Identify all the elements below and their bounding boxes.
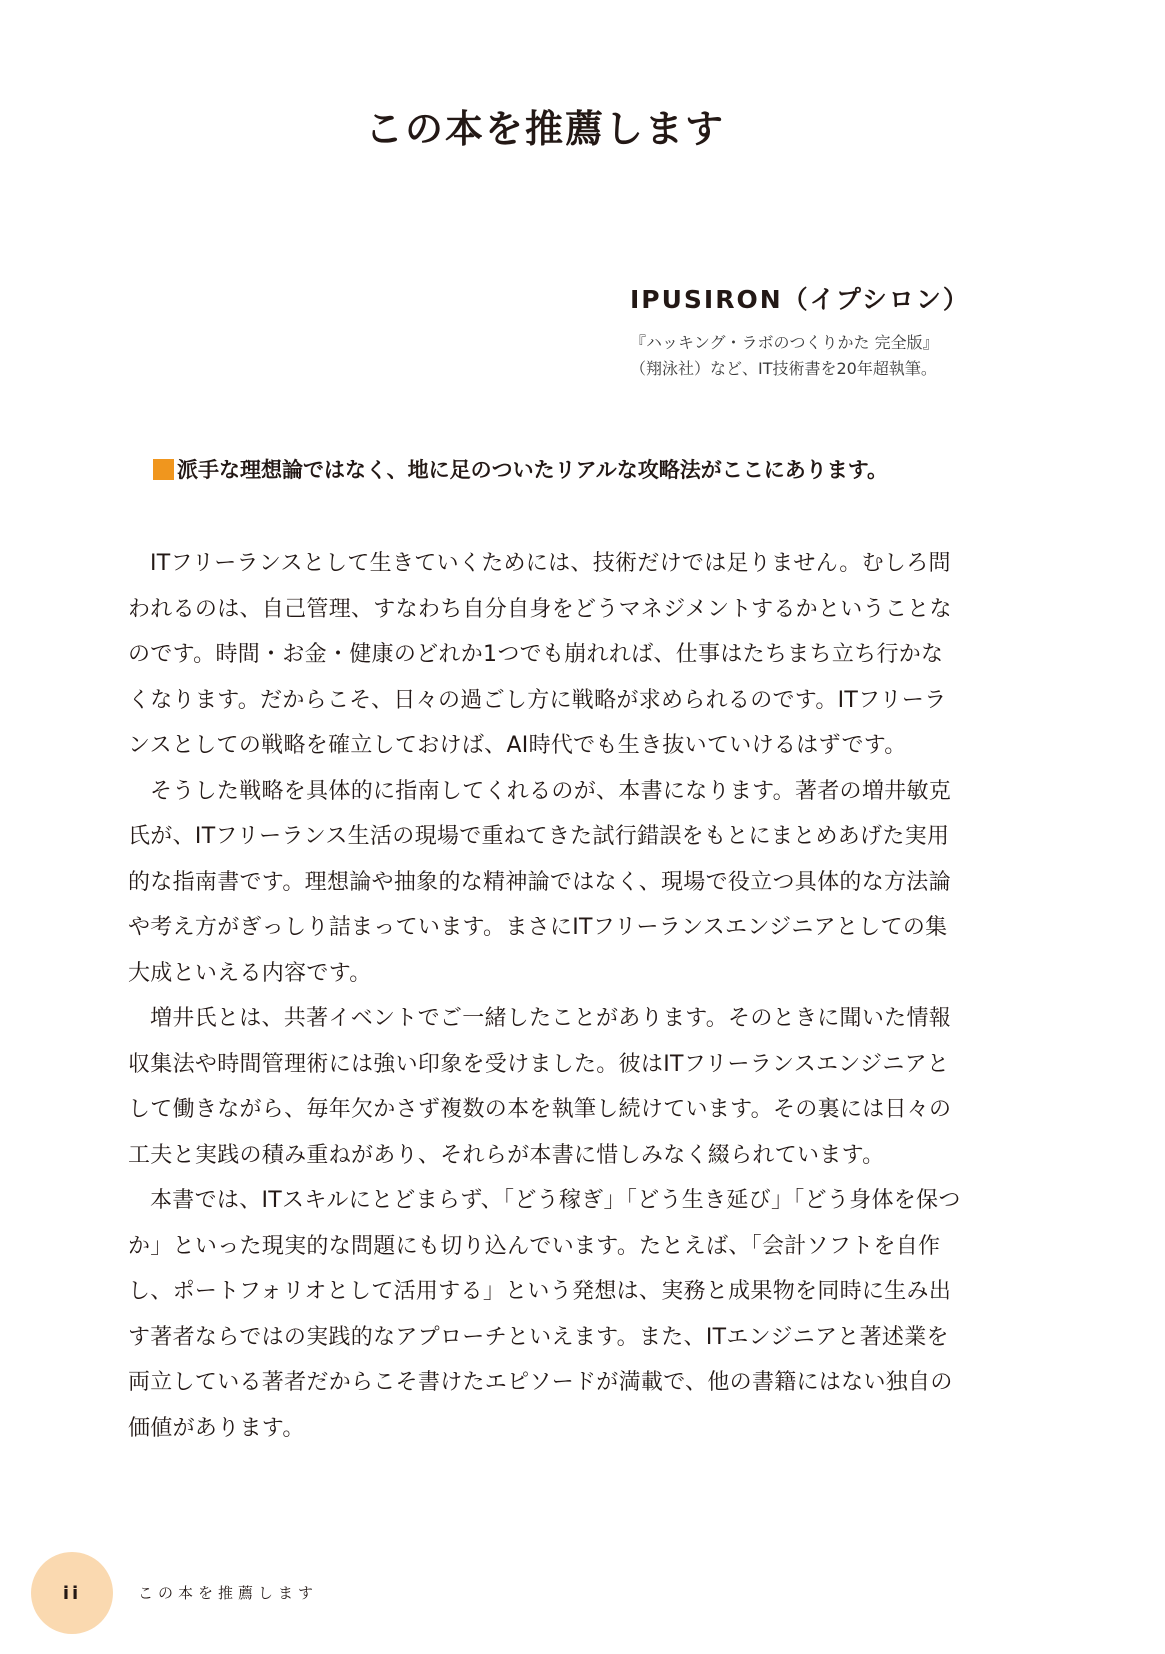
body-paragraph: そうした戦略を具体的に指南してくれるのが、本書になります。著者の増井敏克氏が、ITフリーランス生活の現場で重ねてきた試行錯誤をもとにまとめあげた実用的な指南書です。理想論や抽象的な精神論ではなく、現場で役立つ具体的な方法論や考え方がぎっしり詰まっています。まさにITフリーランスエンジニアとしての集大成といえる内容です。 (128, 778, 952, 986)
author-name: IPUSIRON（イプシロン） (630, 285, 970, 314)
author-bio-line: 『ハッキング・ラボのつくりかた 完全版』 (630, 333, 939, 352)
body-paragraph: 増井氏とは、共著イベントでご一緒したことがあります。そのときに聞いた情報収集法や時間管理術には強い印象を受けました。彼はITフリーランスエンジニアとして働きながら、毎年欠かさず複数の本を執筆し続けています。その裏には日々の工夫と実践の積み重ねがあり、それらが本書に惜しみなく綴られています。 (128, 1006, 952, 1168)
author-bio (630, 330, 970, 382)
square-bullet-icon (153, 459, 174, 480)
page-title: この本を推薦します (364, 107, 725, 151)
page-number-badge (31, 1552, 113, 1634)
body-paragraph: ITフリーランスとして生きていくためには、技術だけでは足りません。むしろ問われるのは、自己管理、すなわち自分自身をどうマネジメントするかということなのです。時間・お金・健康のどれか1つでも崩れれば、仕事はたちまち立ち行かなくなります。だからこそ、日々の過ごし方に戦略が求められるのです。ITフリーランスとしての戦略を確立しておけば、AI時代でも生き抜いていけるはずです。 (128, 551, 952, 758)
running-footer: この本を推薦します (138, 1584, 319, 1602)
lead-heading (153, 454, 888, 484)
recommendation-body (128, 541, 963, 1451)
author-bio-line: （翔泳社）など、IT技術書を20年超執筆。 (630, 359, 937, 378)
body-paragraph: 本書では、ITスキルにとどまらず、「どう稼ぎ」「どう生き延び」「どう身体を保つか」といった現実的な問題にも切り込んでいます。たとえば、「会計ソフトを自作し、ポートフォリオとして活用する」という発想は、実務と成果物を同時に生み出す著者ならではの実践的なアプローチといえます。また、ITエンジニアと著述業を両立している著者だからこそ書けたエピソードが満載で、他の書籍にはない独自の価値があります。 (128, 1188, 961, 1441)
author-block (630, 280, 970, 382)
lead-text: 派手な理想論ではなく、地に足のついたリアルな攻略法がここにあります。 (177, 458, 889, 482)
page-number: ii (62, 1582, 82, 1604)
